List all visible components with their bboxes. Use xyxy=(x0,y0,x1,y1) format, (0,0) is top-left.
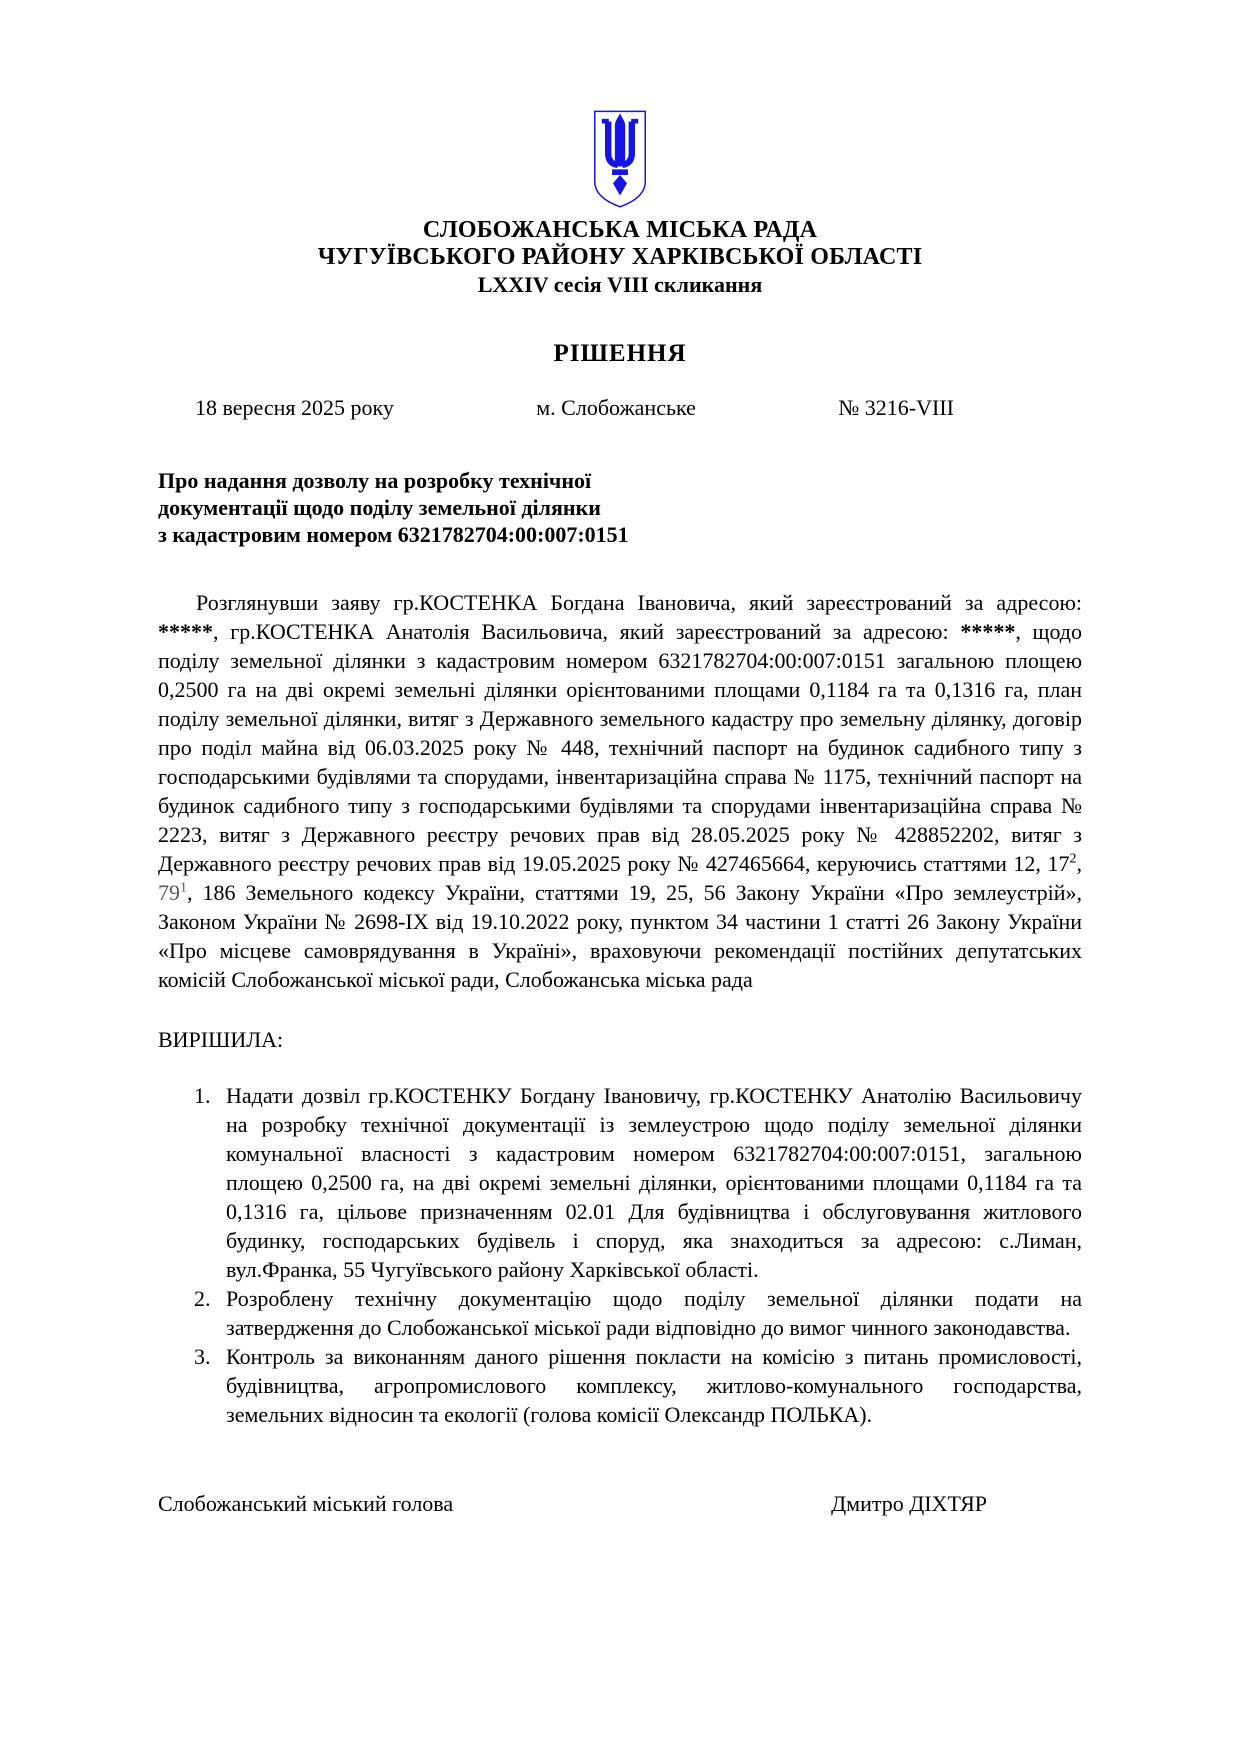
session-line: LXXIV сесія VIII скликання xyxy=(477,272,763,297)
subject-line: документації щодо поділу земельної ділянки xyxy=(158,495,601,520)
decision-place: м. Слобожанське xyxy=(536,395,696,420)
decision-item xyxy=(158,1284,1082,1342)
item-text: Контроль за виконанням даного рішення покласти на комісію з питань промисловості, будівництва, агропромислового комплексу, житлово-комунального господарства, земельних відносин та екології (голова комісії Олександр ПОЛЬКА). xyxy=(226,1344,1082,1427)
item-number: 2. xyxy=(194,1286,211,1311)
coat-of-arms xyxy=(158,108,1082,212)
item-number: 3. xyxy=(194,1344,211,1369)
doc-type-title: РІШЕННЯ xyxy=(553,340,687,367)
decision-items xyxy=(158,1081,1082,1429)
decision-date: 18 вересня 2025 року xyxy=(195,395,394,420)
org-name-line1: СЛОБОЖАНСЬКА МІСЬКА РАДА xyxy=(422,217,818,243)
signature-name: Дмитро ДІХТЯР xyxy=(831,1491,987,1516)
subject-line: Про надання дозволу на розробку технічної xyxy=(158,468,592,493)
ukraine-trident-icon xyxy=(591,108,649,212)
subject-line: з кадастровим номером 6321782704:00:007:0151 xyxy=(158,522,629,547)
decision-item xyxy=(158,1342,1082,1429)
item-text: Розроблену технічну документацію щодо поділу земельної ділянки подати на затвердження до Слобожанської міської ради відповідно до вимог чинного законодавства. xyxy=(226,1286,1082,1340)
org-header xyxy=(158,217,1082,298)
decision-item xyxy=(158,1081,1082,1284)
org-name-line2: ЧУГУЇВСЬКОГО РАЙОНУ ХАРКІВСЬКОЇ ОБЛАСТІ xyxy=(317,244,923,270)
signature-title: Слобожанський міський голова xyxy=(158,1491,454,1516)
decision-number: № 3216-VIII xyxy=(838,395,954,420)
item-number: 1. xyxy=(194,1083,211,1108)
subject-block xyxy=(158,467,798,548)
decision-meta-row xyxy=(158,395,1082,421)
resolution-label: ВИРІШИЛА: xyxy=(158,1027,284,1052)
signature-row xyxy=(158,1491,1082,1517)
item-text: Надати дозвіл гр.КОСТЕНКУ Богдану Івановичу, гр.КОСТЕНКУ Анатолію Васильовичу на розробку технічної документації із землеустрою щодо поділу земельної ділянки комунальної власності з кадастровим номером 6321782704:00:007:0151, загальною площею 0,2500 га, на дві окремі земельні ділянки, орієнтованими площами 0,1184 га та 0,1316 га, цільове призначенням 02.01 Для будівництва і обслуговування житлового будинку, господарських будівель і споруд, яка знаходиться за адресою: с.Лиман, вул.Франка, 55 Чугуївського району Харківської області. xyxy=(226,1083,1082,1282)
body-paragraph: Розглянувши заяву гр.КОСТЕНКА Богдана Івановича, який зареєстрований за адресою: *****, гр.КОСТЕНКА Анатолія Васильовича, який зареєстрований за адресою: *****, щодо поділу земельної ділянки з кадастровим номером 6321782704:00:007:0151 загальною площею 0,2500 га на дві окремі земельні ділянки орієнтованими площами 0,1184 га та 0,1316 га, план поділу земельної ділянки, витяг з Державного земельного кадастру про земельну ділянку, договір про поділ майна від 06.03.2025 року № 448, технічний паспорт на будинок садибного типу з господарськими будівлями та спорудами, інвентаризаційна справа № 1175, технічний паспорт на будинок садибного типу з господарськими будівлями та спорудами інвентаризаційна справа № 2223, витяг з Державного реєстру речових прав від 28.05.2025 року № 428852202, витяг з Державного реєстру речових прав від 19.05.2025 року № 427465664, керуючись статтями 12, $17^2$, $79^1$, 186 Земельного кодексу України, статтями 19, 25, 56 Закону України «Про землеустрій», Законом України № 2698-IX від 19.10.2022 року, пунктом 34 частини 1 статті 26 Закону України «Про місцеве самоврядування в Україні», враховуючи рекомендації постійних депутатських комісій Слобожанської міської ради, Слобожанська міська рада xyxy=(158,590,1083,992)
